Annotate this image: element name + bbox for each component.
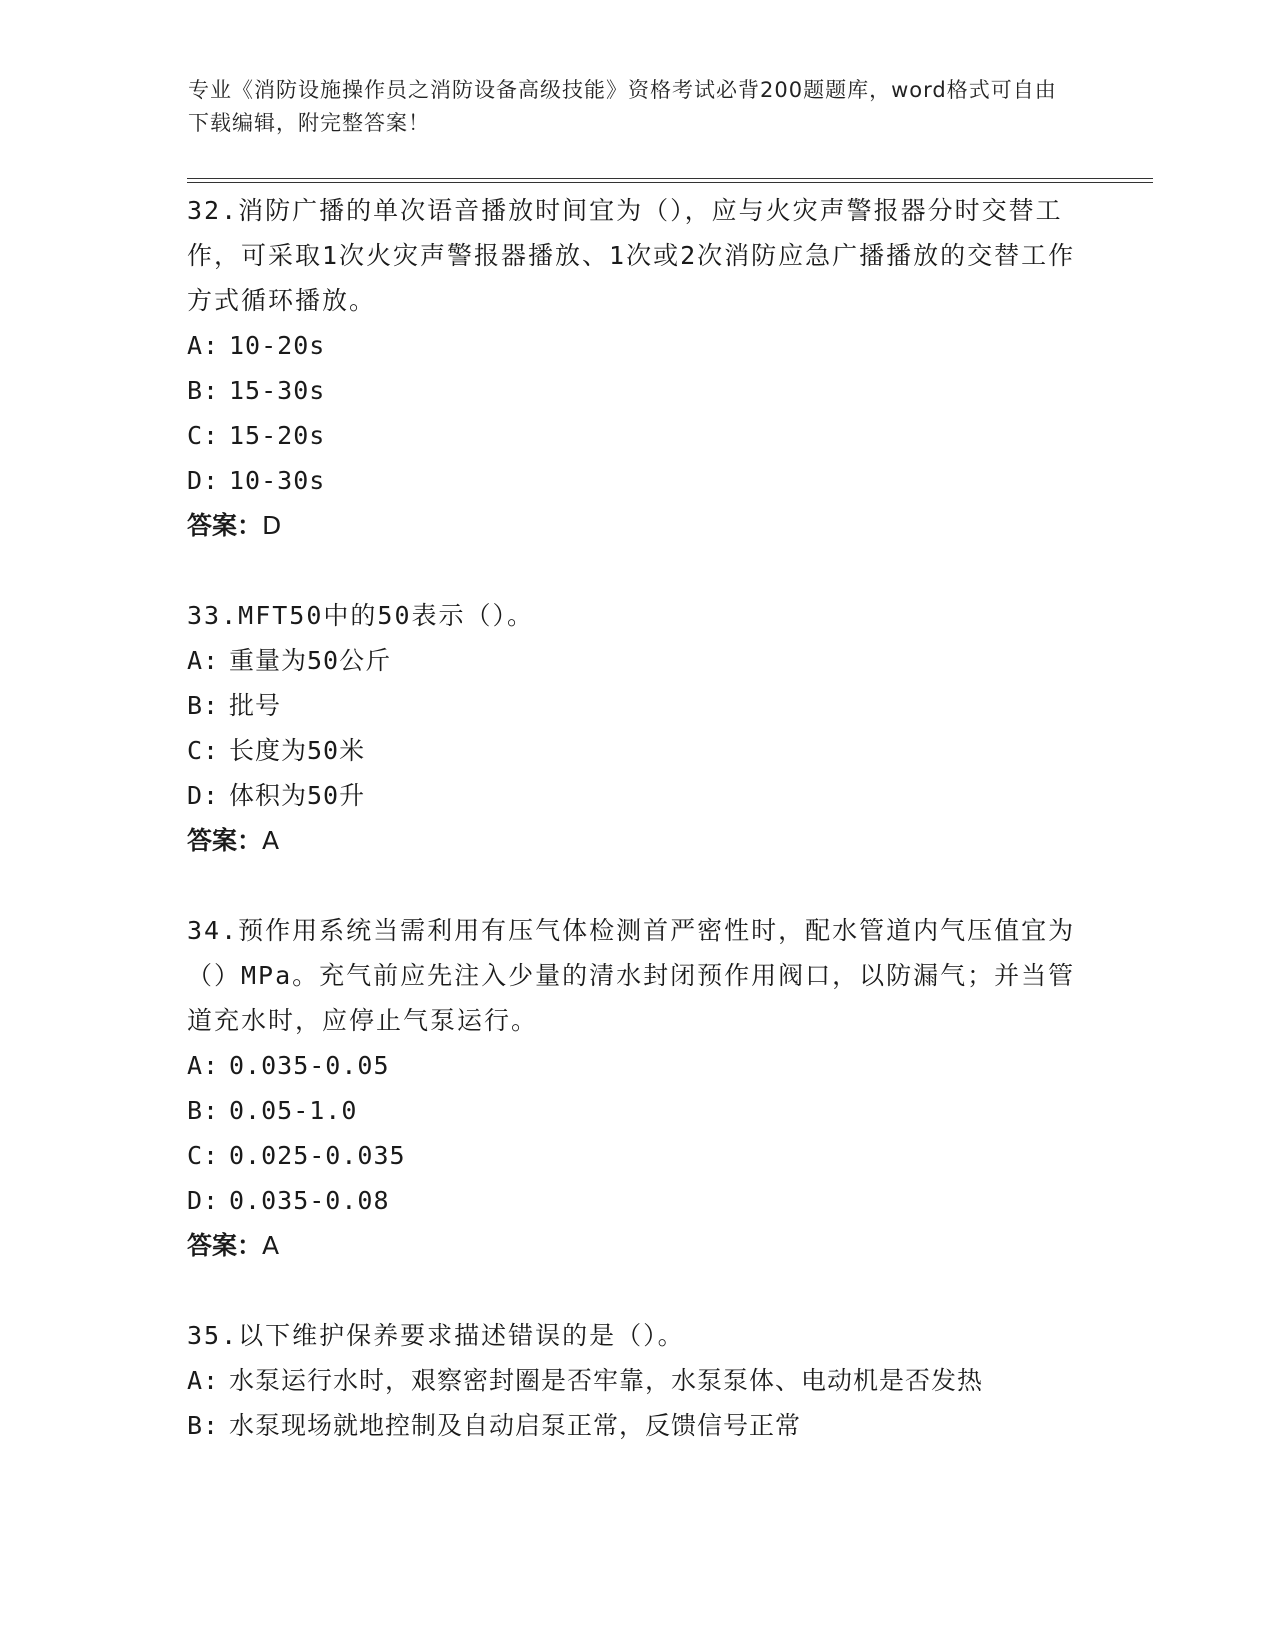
question-35: [187, 1313, 1087, 1448]
option-key: C:: [187, 421, 220, 450]
option-text: 0.05-1.0: [229, 1096, 358, 1125]
option-text: 0.035-0.08: [229, 1186, 390, 1215]
answer-line: [187, 818, 1087, 863]
option-key: D:: [187, 781, 220, 810]
answer-value: A: [262, 1231, 280, 1260]
header-divider: [187, 178, 1153, 183]
question-list: [187, 188, 1087, 1448]
option-a: [187, 1358, 1087, 1403]
option-key: A:: [187, 646, 220, 675]
answer-line: [187, 503, 1087, 548]
option-key: B:: [187, 1096, 220, 1125]
option-text: 体积为50升: [229, 781, 366, 810]
option-b: [187, 368, 1087, 413]
question-33: [187, 593, 1087, 863]
option-text: 15-30s: [229, 376, 326, 405]
option-a: [187, 323, 1087, 368]
option-b: [187, 683, 1087, 728]
option-text: 10-30s: [229, 466, 326, 495]
option-c: [187, 1133, 1087, 1178]
question-32: [187, 188, 1087, 548]
option-d: [187, 773, 1087, 818]
option-key: B:: [187, 1411, 220, 1440]
option-text: 10-20s: [229, 331, 326, 360]
option-text: 水泵现场就地控制及自动启泵正常，反馈信号正常: [229, 1411, 802, 1440]
option-text: 重量为50公斤: [229, 646, 392, 675]
option-c: [187, 728, 1087, 773]
question-stem: 34.预作用系统当需利用有压气体检测首严密性时，配水管道内气压值宜为（）MPa。充气前应先注入少量的清水封闭预作用阀口，以防漏气；并当管道充水时，应停止气泵运行。: [187, 916, 1076, 1035]
option-d: [187, 1178, 1087, 1223]
option-d: [187, 458, 1087, 503]
option-key: A:: [187, 331, 220, 360]
option-text: 批号: [229, 691, 282, 720]
option-key: B:: [187, 376, 220, 405]
question-34: [187, 908, 1087, 1268]
option-key: A:: [187, 1366, 220, 1395]
question-stem: 32.消防广播的单次语音播放时间宜为（），应与火灾声警报器分时交替工作，可采取1次火灾声警报器播放、1次或2次消防应急广播播放的交替工作方式循环播放。: [187, 196, 1076, 315]
question-stem: 33.MFT50中的50表示（）。: [187, 601, 535, 630]
answer-label: 答案：: [187, 1231, 263, 1260]
option-c: [187, 413, 1087, 458]
answer-value: D: [262, 511, 282, 540]
option-b: [187, 1088, 1087, 1133]
option-key: A:: [187, 1051, 220, 1080]
option-key: D:: [187, 1186, 220, 1215]
option-text: 15-20s: [229, 421, 326, 450]
answer-line: [187, 1223, 1087, 1268]
question-stem: 35.以下维护保养要求描述错误的是（）。: [187, 1321, 685, 1350]
option-key: C:: [187, 1141, 220, 1170]
option-a: [187, 638, 1087, 683]
option-text: 0.035-0.05: [229, 1051, 390, 1080]
answer-value: A: [262, 826, 280, 855]
answer-label: 答案：: [187, 826, 263, 855]
option-text: 水泵运行水时，艰察密封圈是否牢靠，水泵泵体、电动机是否发热: [229, 1366, 984, 1395]
option-b: [187, 1403, 1087, 1448]
option-a: [187, 1043, 1087, 1088]
option-key: C:: [187, 736, 220, 765]
option-text: 0.025-0.035: [229, 1141, 406, 1170]
option-key: B:: [187, 691, 220, 720]
document-header: 专业《消防设施操作员之消防设备高级技能》资格考试必背200题题库，word格式可自由下载编辑，附完整答案！: [188, 78, 1057, 135]
option-text: 长度为50米: [229, 736, 366, 765]
option-key: D:: [187, 466, 220, 495]
answer-label: 答案：: [187, 511, 263, 540]
